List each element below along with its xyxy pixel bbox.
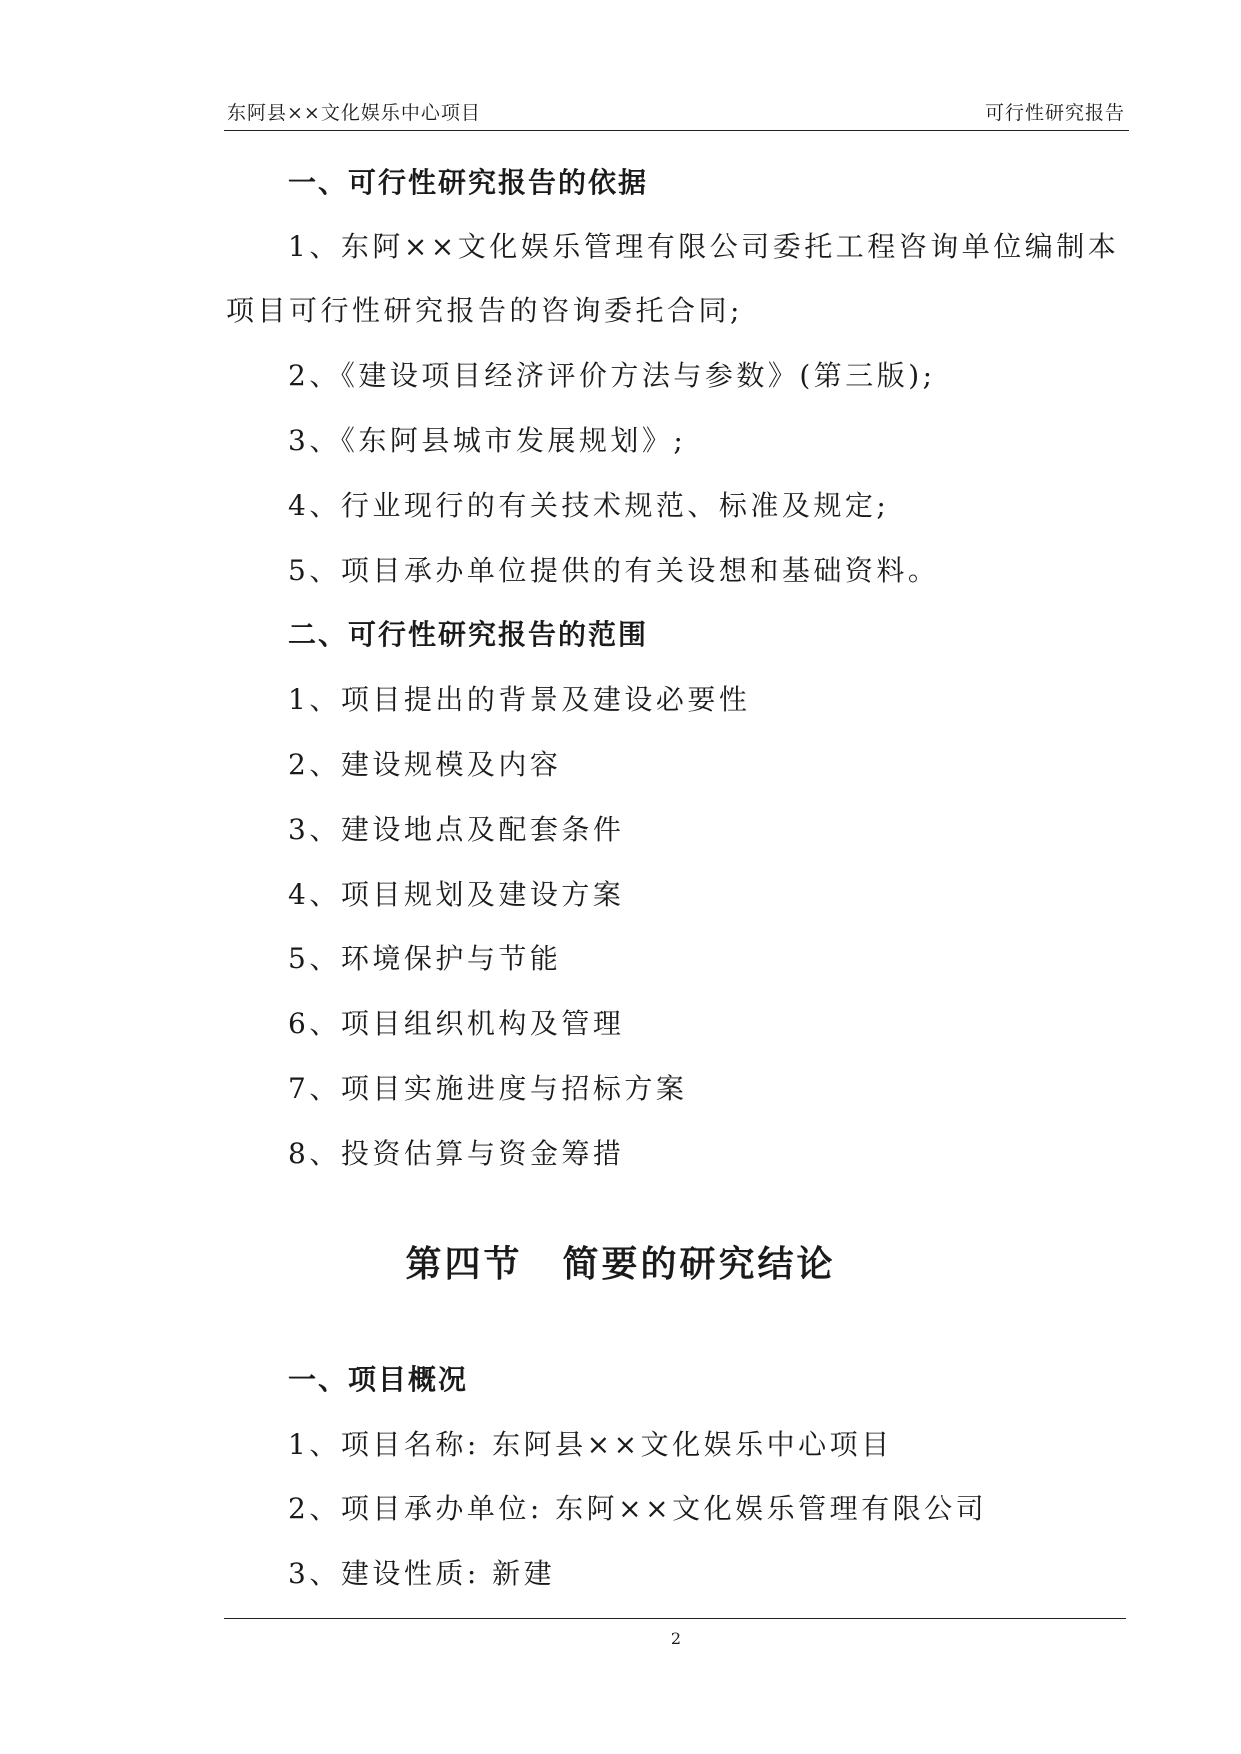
scope-item-2: 2、建设规模及内容 — [288, 748, 562, 781]
scope-item-6: 6、项目组织机构及管理 — [288, 1007, 625, 1040]
scope-item-3: 3、建设地点及配套条件 — [288, 813, 625, 846]
scope-item-1: 1、项目提出的背景及建设必要性 — [288, 683, 751, 716]
scope-item-5: 5、环境保护与节能 — [288, 942, 562, 975]
scope-heading: 二、可行性研究报告的范围 — [288, 618, 649, 651]
basis-item-1-line-2: 项目可行性研究报告的咨询委托合同; — [226, 294, 743, 327]
overview-heading: 一、项目概况 — [288, 1363, 469, 1396]
section-name: 简要的研究结论 — [562, 1244, 836, 1285]
basis-item-2: 2、《建设项目经济评价方法与参数》(第三版); — [288, 359, 936, 392]
page-number: 2 — [670, 1629, 682, 1648]
scope-item-7: 7、项目实施进度与招标方案 — [288, 1072, 688, 1105]
basis-item-5: 5、项目承办单位提供的有关设想和基础资料。 — [288, 554, 940, 587]
basis-item-4: 4、行业现行的有关技术规范、标准及规定; — [288, 489, 890, 522]
basis-heading: 一、可行性研究报告的依据 — [288, 166, 649, 199]
scope-item-4: 4、项目规划及建设方案 — [288, 878, 625, 911]
section-title — [0, 1243, 1241, 1287]
overview-item-2: 2、项目承办单位: 东阿××文化娱乐管理有限公司 — [288, 1492, 988, 1525]
overview-item-1: 1、项目名称: 东阿县××文化娱乐中心项目 — [288, 1428, 893, 1461]
header-report-type: 可行性研究报告 — [984, 102, 1125, 124]
basis-item-1-line-1: 1、东阿××文化娱乐管理有限公司委托工程咨询单位编制本 — [288, 230, 1120, 263]
section-number: 第四节 — [405, 1244, 523, 1285]
header-project-name: 东阿县××文化娱乐中心项目 — [227, 102, 481, 124]
basis-item-3: 3、《东阿县城市发展规划》; — [288, 424, 687, 457]
footer-rule — [224, 1618, 1126, 1619]
overview-item-3: 3、建设性质: 新建 — [288, 1557, 556, 1590]
scope-item-8: 8、投资估算与资金筹措 — [288, 1137, 625, 1170]
page-header — [224, 96, 1129, 131]
